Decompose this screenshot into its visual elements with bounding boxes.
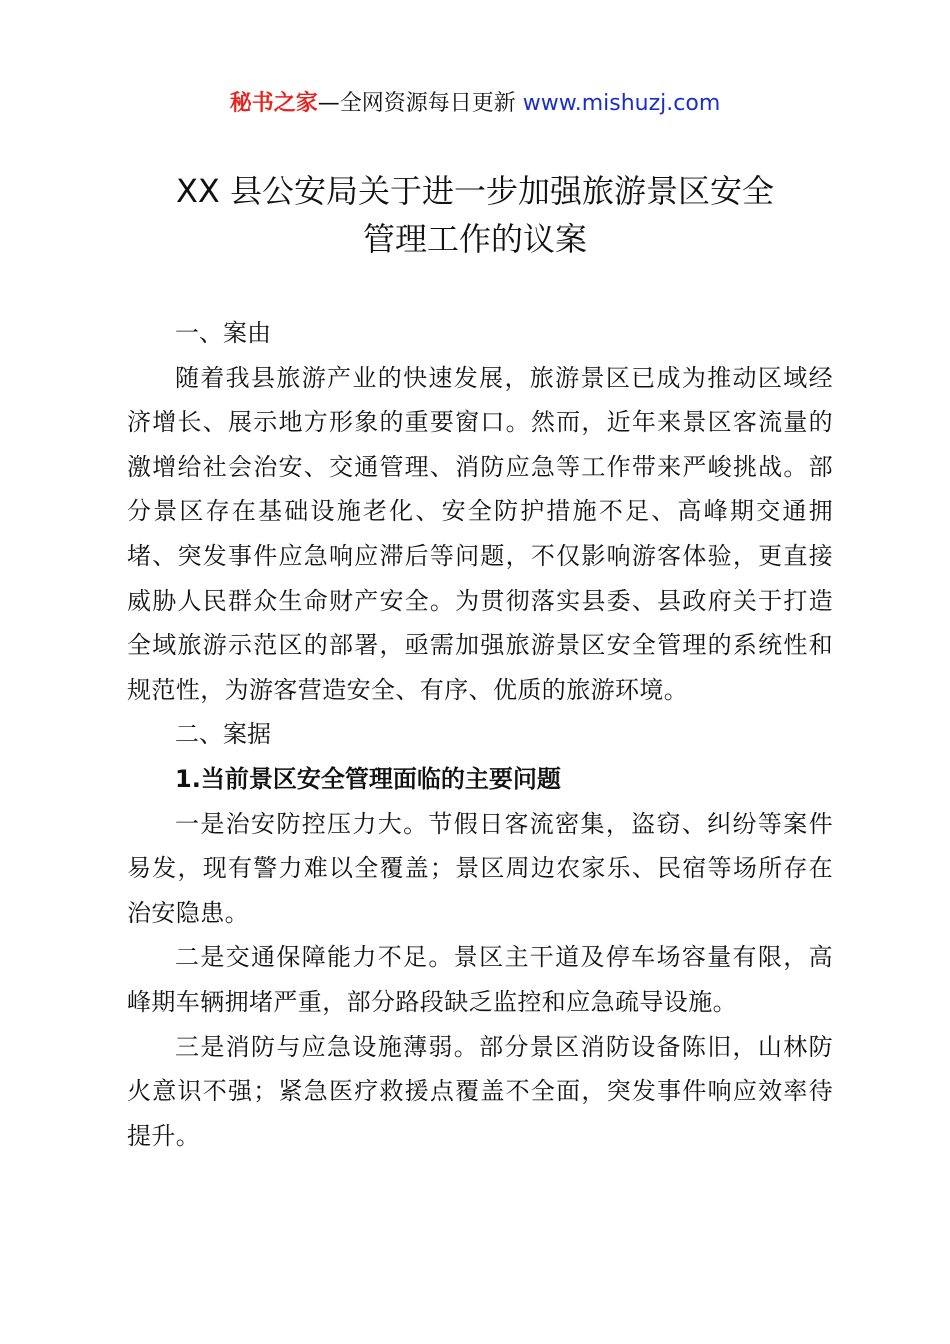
issue-paragraph: 三是消防与应急设施薄弱。部分景区消防设备陈旧，山林防火意识不强；紧急医疗救援点覆盖不全面，突发事件响应效率待提升。	[127, 1032, 833, 1150]
subsection-heading-issues: 1.当前景区安全管理面临的主要问题	[175, 764, 561, 793]
document-title	[80, 167, 870, 263]
document-body	[127, 311, 833, 1158]
section-heading-cause: 一、案由	[175, 319, 271, 347]
title-line-2: 管理工作的议案	[362, 220, 587, 258]
title-line-1: XX 县公安局关于进一步加强旅游景区安全	[175, 172, 775, 210]
site-header	[0, 86, 950, 122]
site-url-link[interactable]: www.mishuzj.com	[522, 91, 721, 116]
section-paragraph-cause: 随着我县旅游产业的快速发展，旅游景区已成为推动区域经济增长、展示地方形象的重要窗口。然而，近年来景区客流量的激增给社会治安、交通管理、消防应急等工作带来严峻挑战。部分景区存在基础设施老化、安全防护措施不足、高峰期交通拥堵、突发事件应急响应滞后等问题，不仅影响游客体验，更直接威胁人民群众生命财产安全。为贯彻落实县委、县政府关于打造全域旅游示范区的部署，亟需加强旅游景区安全管理的系统性和规范性，为游客营造安全、有序、优质的旅游环境。	[127, 363, 833, 704]
site-tagline: —全网资源每日更新	[317, 91, 523, 116]
brand-name: 秘书之家	[229, 91, 318, 116]
section-heading-basis: 二、案据	[175, 720, 271, 749]
issue-paragraph: 一是治安防控压力大。节假日客流密集，盗窃、纠纷等案件易发，现有警力难以全覆盖；景区周边农家乐、民宿等场所存在治安隐患。	[127, 809, 833, 927]
issue-paragraph: 二是交通保障能力不足。景区主干道及停车场容量有限，高峰期车辆拥堵严重，部分路段缺乏监控和应急疏导设施。	[127, 943, 833, 1016]
